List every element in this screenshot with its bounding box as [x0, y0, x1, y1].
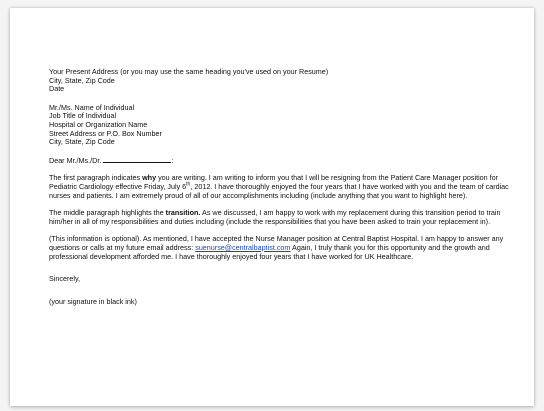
closing-text: Sincerely,	[49, 274, 81, 284]
sender-block	[49, 68, 521, 94]
signature-note: (your signature in black ink)	[49, 296, 137, 306]
recipient-name: Mr./Ms. Name of Individual	[49, 102, 135, 112]
paragraph-transition	[49, 209, 521, 226]
salutation-prefix: Dear Mr./Ms./Dr.	[49, 155, 102, 165]
paragraph-optional-post: Again, I truly thank you for this opportunity and the growth and professional development afforded me. I have thoroughly enjoyed four years that I have worked for UK Healthcare.	[49, 242, 490, 261]
sender-date: Date	[49, 84, 65, 94]
paragraph-transition-bold: transition.	[165, 208, 201, 218]
paragraph-optional	[49, 235, 521, 261]
paragraph-why-post: , 2012. I have thoroughly enjoyed the four years that I have worked with you and the team of cardiac nurses and patients. I am extremely proud of all of our accomplishments including (include anything that you want to highlight here).	[49, 181, 509, 200]
sender-city: City, State, Zip Code	[49, 75, 115, 85]
paragraph-transition-post: As we discussed, I am happy to work with my replacement during this transition period to train him/her in all of my responsibilities and duties including (include the responsibilities that you have been asked to train your replacement in).	[49, 208, 501, 226]
recipient-job-title: Job Title of Individual	[49, 111, 117, 121]
paragraph-optional-pre: (This information is optional). As mentioned, I have accepted the Nurse Manager position at Central Baptist Hospital. I am happy to answer any questions or calls at my future email address:	[49, 234, 504, 252]
closing	[49, 275, 521, 284]
salutation	[49, 156, 521, 166]
letter-content	[49, 68, 521, 313]
paragraph-why-sup: th	[186, 181, 191, 188]
paragraph-why-pre: The first paragraph indicates	[49, 173, 143, 183]
signature-block	[49, 298, 521, 307]
recipient-city: City, State, Zip Code	[49, 137, 115, 147]
salutation-suffix: :	[171, 155, 174, 165]
paragraph-transition-pre: The middle paragraph highlights the	[49, 208, 166, 218]
paragraph-why	[49, 174, 521, 200]
salutation-blank-line	[103, 155, 174, 165]
recipient-street: Street Address or P.O. Box Number	[49, 128, 162, 138]
letter-page	[10, 8, 534, 406]
email-link[interactable]: suenurse@centralbaptist.com	[195, 242, 291, 252]
sender-address: Your Present Address (or you may use the same heading you've used on your Resume)	[49, 67, 329, 76]
recipient-organization: Hospital or Organization Name	[49, 119, 148, 129]
paragraph-why-mid: you are writing. I am writing to inform you that I will be resigning from the Patient Care Manager position for Pediatric Cardiology effective Friday, July 6	[49, 173, 499, 191]
paragraph-why-bold: why	[142, 173, 157, 183]
recipient-block	[49, 104, 521, 147]
